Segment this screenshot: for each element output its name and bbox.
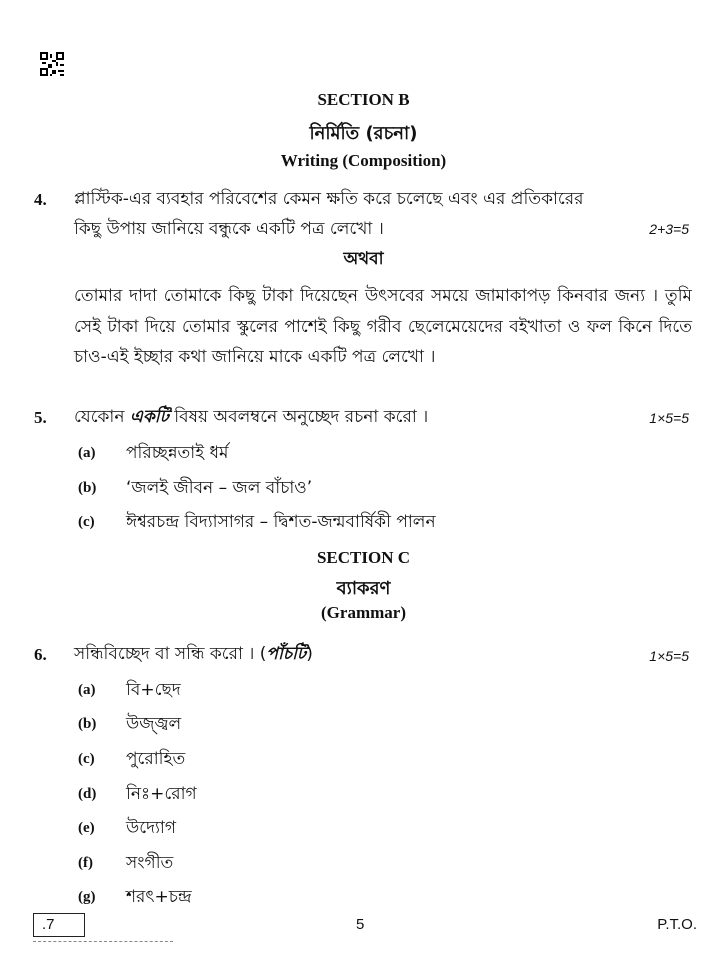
- option-text: পরিচ্ছন্নতাই ধর্ম: [126, 443, 229, 463]
- option-label: (c): [78, 514, 95, 530]
- question-4-line-1: প্লাস্টিক-এর ব্যবহার পরিবেশের কেমন ক্ষতি করে চলেছে এবং এর প্রতিকারের: [74, 189, 584, 209]
- section-c-subtitle: (Grammar): [321, 603, 406, 622]
- option-text: নিঃ+রোগ: [126, 784, 197, 804]
- question-5-text-after: বিষয় অবলম্বনে অনুচ্ছেদ রচনা করো ।: [168, 407, 429, 427]
- option-text: ‘জলই জীবন – জল বাঁচাও’: [126, 478, 313, 498]
- option-text: সংগীত: [126, 853, 174, 873]
- pto-label: P.T.O.: [657, 916, 697, 933]
- option-text: ঈশ্বরচন্দ্র বিদ্যাসাগর – দ্বিশত-জন্মবার্ষিকী পালন: [126, 512, 436, 532]
- option-label: (a): [78, 445, 96, 461]
- option-label: (d): [78, 786, 97, 802]
- question-5-text: [74, 402, 428, 432]
- section-c-title: SECTION C: [316, 548, 411, 567]
- question-4-line-2: কিছু উপায় জানিয়ে বন্ধুকে একটি পত্র লেখো ।: [74, 219, 384, 239]
- question-6-text-after: ): [306, 644, 313, 664]
- option-text: পুরোহিত: [126, 749, 186, 769]
- option-text: বি+ছেদ: [126, 680, 181, 700]
- question-number-4: 4.: [34, 190, 47, 209]
- option-label: (f): [78, 855, 93, 871]
- question-6-text-before: সন্ধিবিচ্ছেদ বা সন্ধি করো । (: [74, 644, 267, 664]
- option-text: উজ্জ্বল: [126, 714, 182, 734]
- question-number-6: 6.: [34, 645, 47, 664]
- option-label: (c): [78, 751, 95, 767]
- question-5-marks: 1×5=5: [649, 410, 689, 426]
- paper-code-box: .7: [33, 913, 85, 937]
- question-4-marks: 2+3=5: [649, 221, 689, 237]
- section-c-bengali-title: ব্যাকরণ: [336, 578, 391, 599]
- section-b-subtitle: Writing (Composition): [280, 151, 447, 170]
- qr-code-icon: [40, 52, 64, 76]
- question-6-text: [74, 639, 313, 669]
- section-b-title: SECTION B: [317, 90, 410, 109]
- section-b-bengali-title: নির্মিতি (রচনা): [309, 123, 418, 144]
- option-label: (b): [78, 716, 97, 732]
- code-underline-divider: [33, 941, 173, 942]
- option-text: শরৎ+চন্দ্র: [126, 887, 192, 907]
- question-5-text-before: যেকোন: [74, 407, 130, 427]
- option-label: (b): [78, 480, 97, 496]
- page-number: 5: [356, 916, 365, 933]
- or-label: অথবা: [343, 249, 384, 269]
- option-label: (e): [78, 820, 95, 836]
- question-number-5: 5.: [34, 408, 47, 427]
- question-6-marks: 1×5=5: [649, 648, 689, 664]
- option-text: উদ্যোগ: [126, 818, 177, 838]
- option-label: (a): [78, 682, 96, 698]
- question-5-emphasis: একটি: [129, 407, 169, 427]
- option-label: (g): [78, 889, 96, 905]
- question-4-alternative: তোমার দাদা তোমাকে কিছু টাকা দিয়েছেন উৎসবের সময়ে জামাকাপড় কিনবার জন্য । তুমি সেই টাকা দিয়ে তোমার স্কুলের পাশেই কিছু গরীব ছেলেমেয়েদের বইখাতা ও ফল কিনে দিতে চাও-এই ইচ্ছার কথা জানিয়ে মাকে একটি পত্র লেখো ।: [74, 286, 692, 367]
- question-6-emphasis: পাঁচটি: [266, 644, 307, 664]
